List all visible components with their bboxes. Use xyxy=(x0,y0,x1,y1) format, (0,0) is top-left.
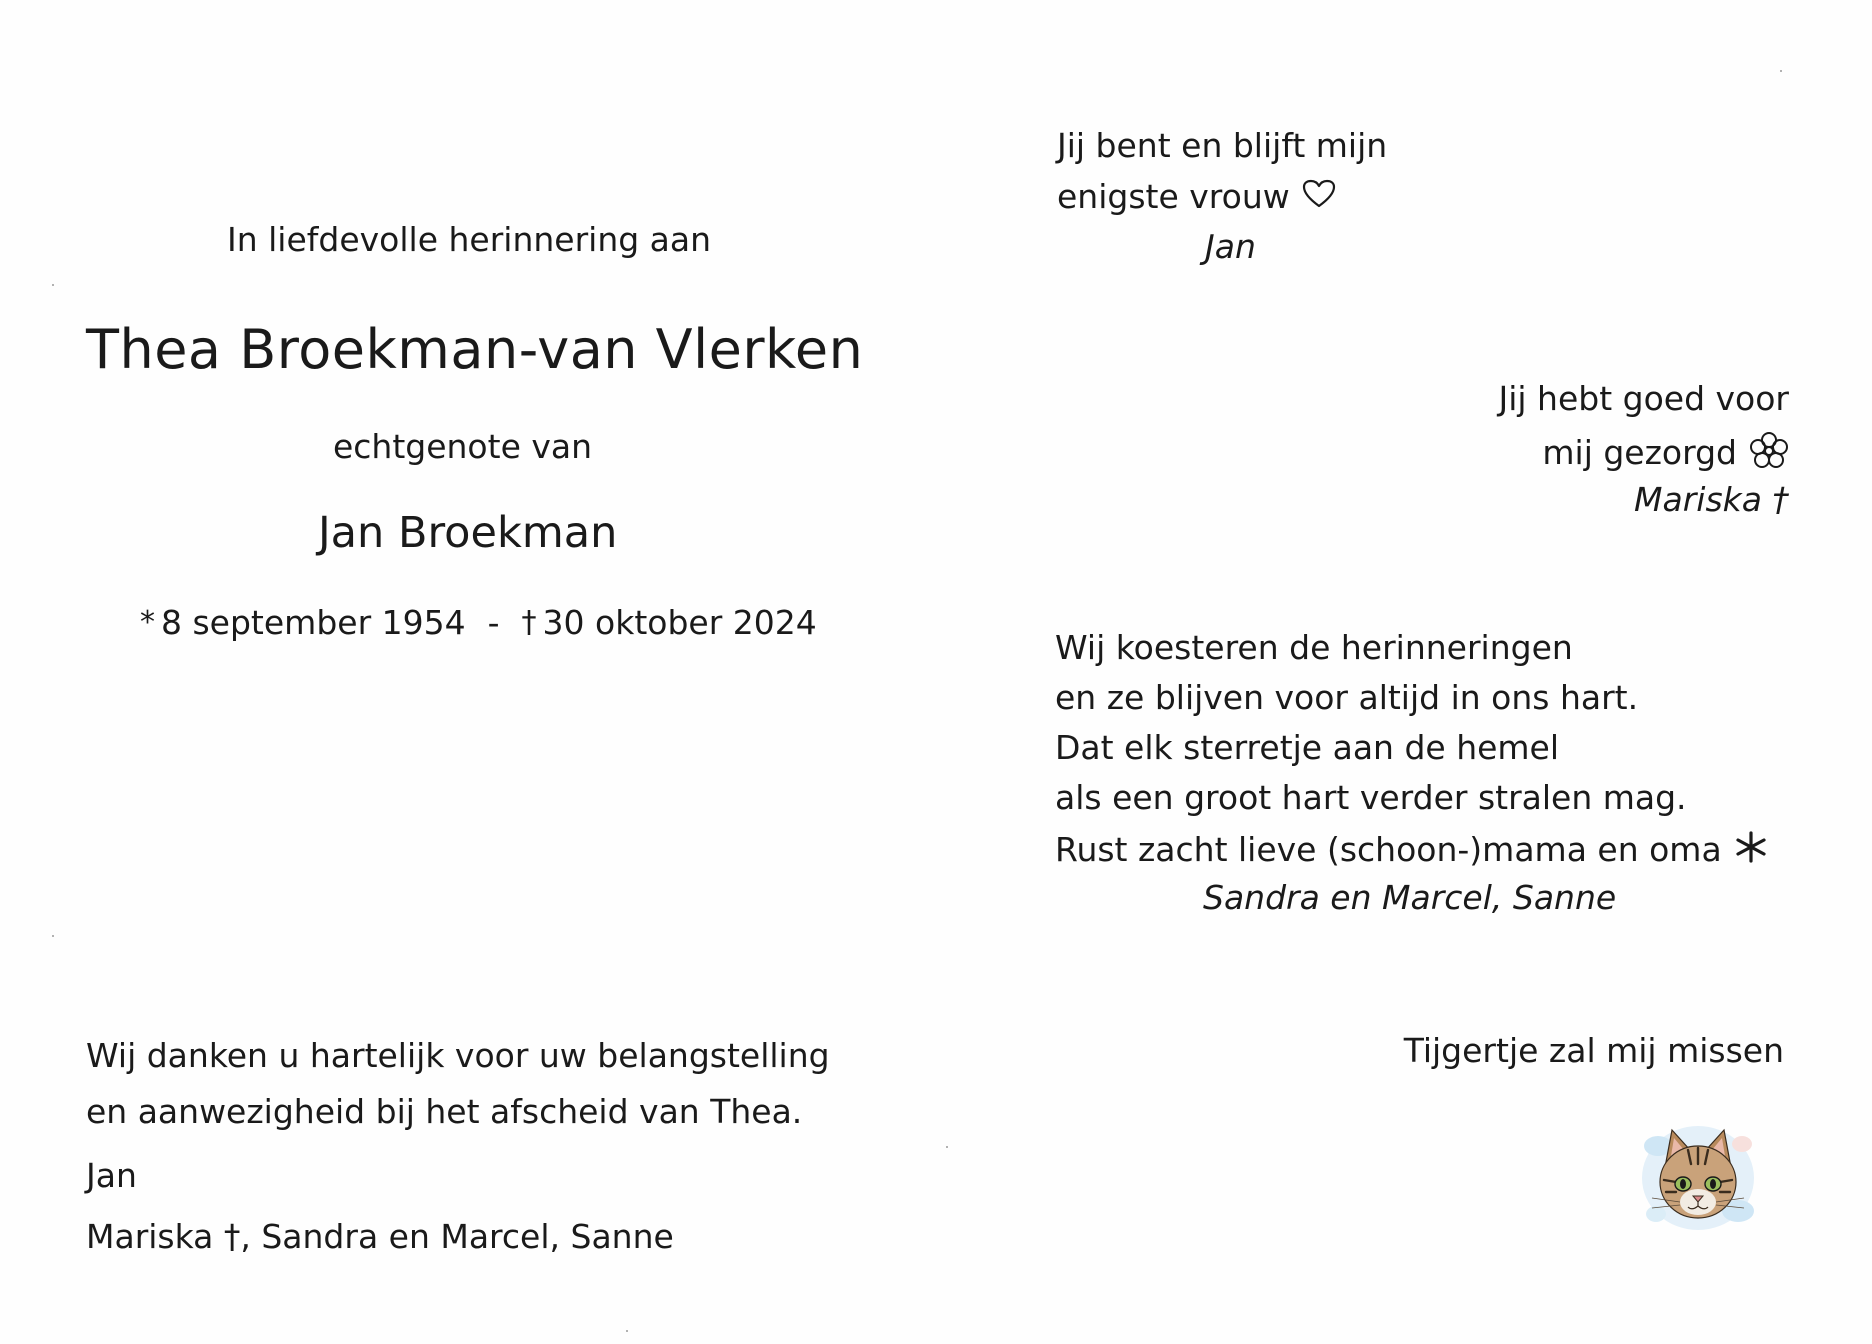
quote1-line xyxy=(1057,179,1336,214)
thanks-signature: Mariska †, Sandra en Marcel, Sanne xyxy=(86,1217,674,1256)
scan-speck xyxy=(946,1146,948,1148)
scan-speck xyxy=(626,1330,628,1332)
quote2-line xyxy=(1542,432,1789,473)
heart-icon xyxy=(1302,179,1336,214)
quote2-line-text: mij gezorgd xyxy=(1542,433,1737,472)
poem-line: als een groot hart verder stralen mag. xyxy=(1055,778,1687,817)
star-icon xyxy=(1734,830,1768,869)
scan-speck xyxy=(52,935,54,937)
poem-signature: Sandra en Marcel, Sanne xyxy=(1203,878,1617,917)
deceased-name: Thea Broekman-van Vlerken xyxy=(86,318,864,381)
poem-line: Wij koesteren de herinneringen xyxy=(1055,628,1573,667)
quote1-line-text: enigste vrouw xyxy=(1057,177,1290,216)
scan-speck xyxy=(52,284,54,286)
poem-line xyxy=(1055,830,1768,869)
poem-line-text: Rust zacht lieve (schoon-)mama en oma xyxy=(1055,830,1722,869)
intro-text: In liefdevolle herinnering aan xyxy=(227,220,712,259)
quote2-signature: Mariska † xyxy=(1634,480,1789,519)
scan-speck xyxy=(1780,70,1782,72)
spouse-name: Jan Broekman xyxy=(318,508,618,558)
quote2-line: Jij hebt goed voor xyxy=(1498,379,1789,418)
life-dates xyxy=(140,603,817,642)
death-symbol: † xyxy=(521,604,537,640)
poem-line: Dat elk sterretje aan de hemel xyxy=(1055,728,1560,767)
death-date: 30 oktober 2024 xyxy=(542,603,817,642)
flower-icon xyxy=(1749,432,1789,473)
thanks-line: en aanwezigheid bij het afscheid van Thea. xyxy=(86,1092,803,1131)
birth-date: 8 september 1954 xyxy=(161,603,466,642)
cat-illustration xyxy=(1638,1116,1758,1234)
thanks-line: Wij danken u hartelijk voor uw belangstelling xyxy=(86,1036,830,1075)
quote1-signature: Jan xyxy=(1205,227,1256,266)
cat-caption: Tijgertje zal mij missen xyxy=(1403,1031,1784,1070)
relation-text: echtgenote van xyxy=(332,427,593,466)
quote1-line: Jij bent en blijft mijn xyxy=(1057,126,1388,165)
thanks-signature: Jan xyxy=(86,1156,137,1195)
date-separator: - xyxy=(487,603,500,642)
birth-symbol: * xyxy=(140,604,155,640)
poem-line: en ze blijven voor altijd in ons hart. xyxy=(1055,678,1639,717)
